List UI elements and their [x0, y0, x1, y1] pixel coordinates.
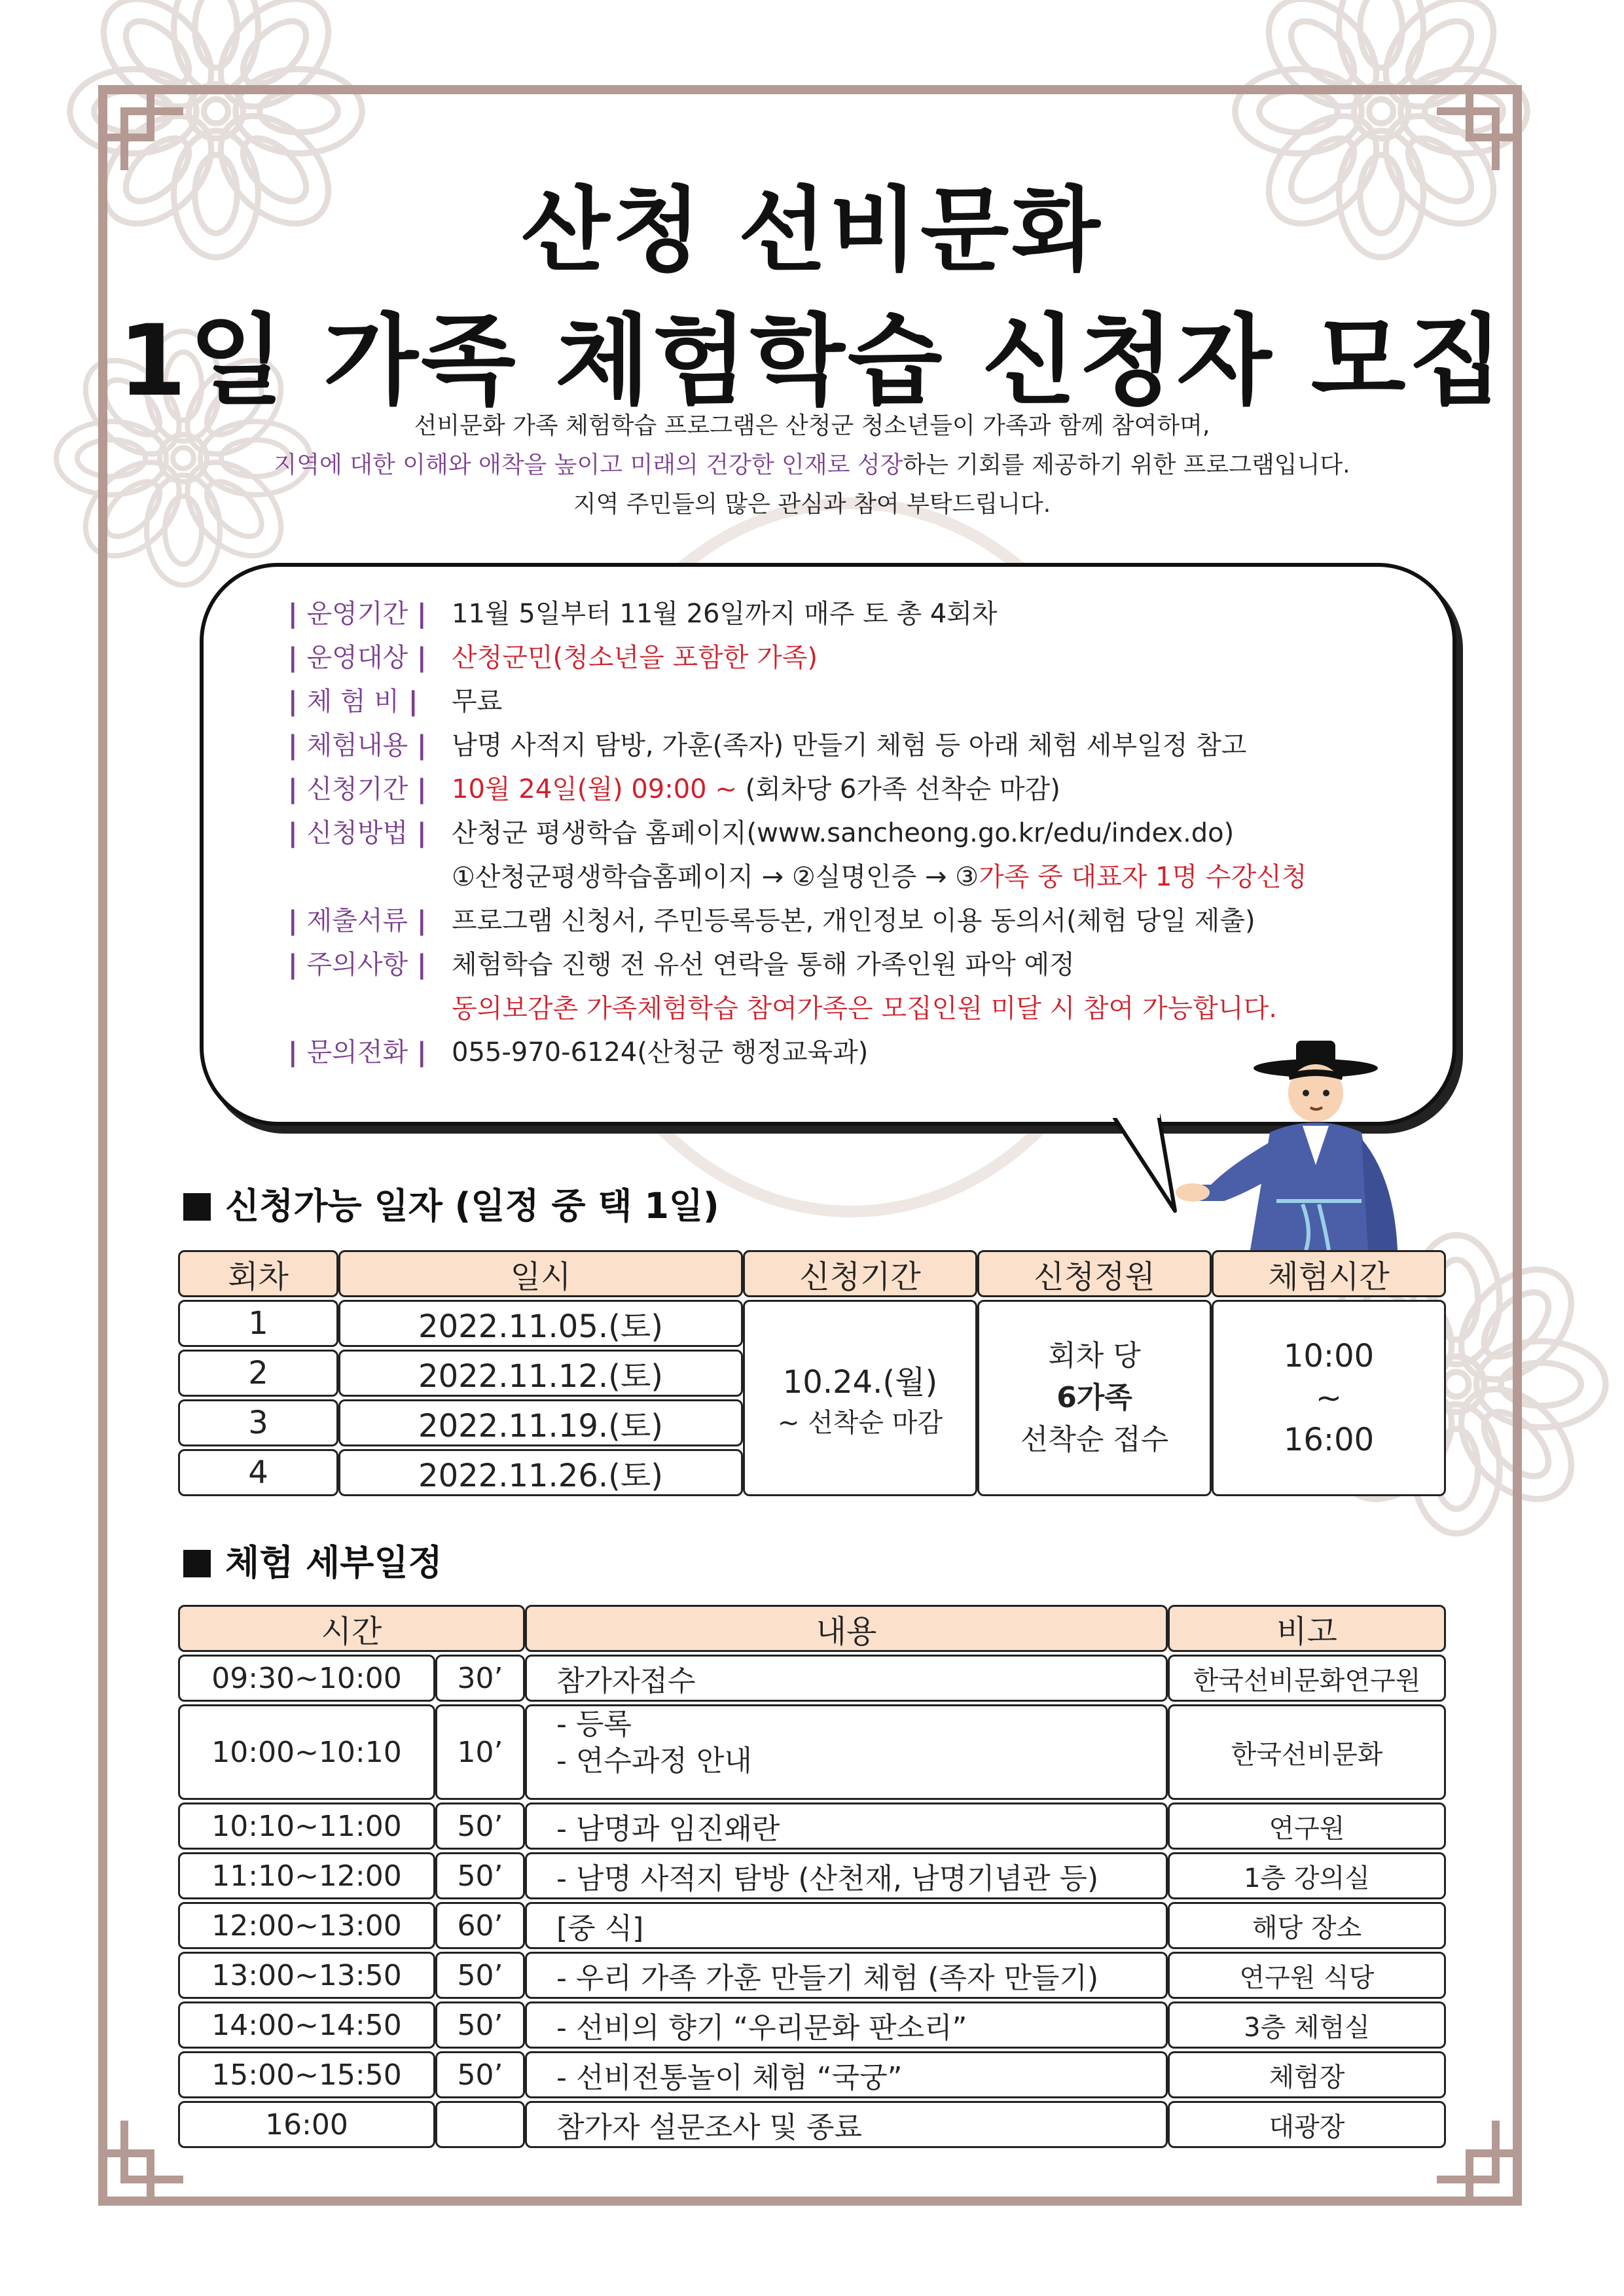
info-label: 신청기간 [306, 774, 408, 804]
info-label: 주의사항 [306, 950, 408, 980]
section-schedule-heading [183, 1535, 442, 1585]
page-title-line2: 1일 가족 체험학습 신청자 모집 [118, 304, 1506, 418]
table-header: 시간 [178, 1605, 525, 1652]
apply-period-cell [743, 1300, 977, 1496]
info-label: 제출서류 [306, 906, 408, 936]
table-header: 비고 [1168, 1605, 1446, 1652]
info-value: 체험학습 진행 전 유선 연락을 통해 가족인원 파악 예정 [452, 950, 1075, 980]
section-title: 체험 세부일정 [225, 1542, 442, 1583]
schedule-note: 한국선비문화연구원 [1168, 1655, 1446, 1702]
schedule-duration [435, 2101, 525, 2148]
schedule-duration: 50’ [435, 2001, 525, 2049]
schedule-content: - 남명과 임진왜란 [525, 1803, 1168, 1850]
table-header: 회차 [178, 1250, 338, 1297]
time-sep: ~ [1315, 1380, 1343, 1416]
schedule-content: 참가자 설문조사 및 종료 [525, 2101, 1168, 2148]
schedule-content [525, 1704, 1168, 1800]
session-date: 2022.11.19.(토) [338, 1399, 743, 1446]
bullet-square-icon [183, 1193, 211, 1221]
info-value-highlight: 동의보감촌 가족체험학습 참여가족은 모집인원 미달 시 참여 가능합니다. [452, 994, 1277, 1024]
schedule-content: [중 식] [525, 1902, 1168, 1949]
schedule-content: 참가자접수 [525, 1655, 1168, 1702]
session-date: 2022.11.12.(토) [338, 1350, 743, 1397]
quota-count: 6가족 [1056, 1381, 1132, 1414]
apply-period-note: ~ 선착순 마감 [777, 1408, 943, 1438]
schedule-content-line: - 연수과정 안내 [556, 1744, 752, 1778]
info-value: ①산청군평생학습홈페이지 → ②실명인증 → ③ [452, 862, 979, 892]
intro-line2 [0, 445, 1624, 486]
info-label: 운영기간 [306, 599, 408, 629]
schedule-duration: 10’ [435, 1704, 525, 1800]
table-header: 일시 [338, 1250, 743, 1297]
quota-line: 선착순 접수 [1020, 1423, 1169, 1456]
session-number: 2 [178, 1350, 338, 1397]
schedule-time: 10:10~11:00 [178, 1803, 435, 1850]
schedule-content: - 남명 사적지 탐방 (산천재, 남명기념관 등) [525, 1852, 1168, 1899]
experience-time-cell [1212, 1300, 1446, 1496]
session-number: 4 [178, 1449, 338, 1496]
schedule-note: 연구원 식당 [1168, 1952, 1446, 1999]
info-value: (회차당 6가족 선착순 마감) [736, 774, 1060, 804]
table-header: 체험시간 [1212, 1250, 1446, 1297]
schedule-duration: 60’ [435, 1902, 525, 1949]
table-header: 내용 [525, 1605, 1168, 1652]
schedule-note: 연구원 [1168, 1803, 1446, 1850]
schedule-time: 11:10~12:00 [178, 1852, 435, 1899]
session-number: 3 [178, 1399, 338, 1446]
schedule-note: 1층 강의실 [1168, 1852, 1446, 1899]
schedule-time: 10:00~10:10 [178, 1704, 435, 1800]
schedule-note: 대광장 [1168, 2101, 1446, 2148]
info-value-highlight: 10월 24일(월) 09:00 ~ [452, 774, 737, 804]
info-label: 운영대상 [306, 643, 408, 673]
schedule-note: 3층 체험실 [1168, 2001, 1446, 2049]
schedule-time: 16:00 [178, 2101, 435, 2148]
info-value: 남명 사적지 탐방, 가훈(족자) 만들기 체험 등 아래 체험 세부일정 참고 [452, 730, 1247, 761]
intro-line1: 선비문화 가족 체험학습 프로그램은 산청군 청소년들이 가족과 함께 참여하며, [414, 412, 1210, 439]
intro-highlight: 지역에 대한 이해와 애착을 높이고 미래의 건강한 인재로 성장 [274, 452, 903, 478]
intro-line2-rest: 하는 기회를 제공하기 위한 프로그램입니다. [903, 452, 1350, 478]
apply-period-date: 10.24.(월) [782, 1364, 938, 1401]
schedule-note: 해당 장소 [1168, 1902, 1446, 1949]
table-header: 신청기간 [743, 1250, 977, 1297]
schedule-content-line: - 등록 [556, 1708, 632, 1741]
time-end: 16:00 [1283, 1422, 1375, 1458]
schedule-content: - 선비전통놀이 체험 “국궁” [525, 2051, 1168, 2098]
session-date: 2022.11.26.(토) [338, 1449, 743, 1496]
schedule-content: - 선비의 향기 “우리문화 판소리” [525, 2001, 1168, 2049]
info-label: 문의전화 [306, 1037, 408, 1067]
schedule-time: 12:00~13:00 [178, 1902, 435, 1949]
schedule-duration: 30’ [435, 1655, 525, 1702]
schedule-duration: 50’ [435, 1952, 525, 1999]
info-value-highlight: 가족 중 대표자 1명 수강신청 [979, 862, 1307, 892]
table-header: 신청정원 [977, 1250, 1212, 1297]
info-label: 신청방법 [306, 818, 408, 848]
schedule-time: 15:00~15:50 [178, 2051, 435, 2098]
info-value: 055-970-6124(산청군 행정교육과) [452, 1037, 869, 1067]
page-title-line1: 산청 선비문화 [521, 177, 1103, 284]
section-apply-dates-heading [183, 1178, 719, 1229]
info-label: 체 험 비 [306, 687, 399, 717]
info-value: 프로그램 신청서, 주민등록등본, 개인정보 이용 동의서(체험 당일 제출) [452, 906, 1255, 936]
session-number: 1 [178, 1300, 338, 1347]
schedule-duration: 50’ [435, 1803, 525, 1850]
schedule-duration: 50’ [435, 2051, 525, 2098]
info-value: 산청군 평생학습 홈페이지(www.sancheong.go.kr/edu/index.do) [452, 818, 1235, 848]
schedule-content: - 우리 가족 가훈 만들기 체험 (족자 만들기) [525, 1952, 1168, 1999]
quota-line: 회차 당 [1048, 1339, 1141, 1372]
time-start: 10:00 [1283, 1338, 1375, 1374]
info-value: 산청군민(청소년을 포함한 가족) [452, 643, 818, 673]
schedule-note: 체험장 [1168, 2051, 1446, 2098]
schedule-note: 한국선비문화 [1168, 1704, 1446, 1800]
info-value: 무료 [452, 687, 503, 717]
intro-line3: 지역 주민들의 많은 관심과 참여 부탁드립니다. [573, 491, 1051, 518]
section-title: 신청가능 일자 (일정 중 택 1일) [225, 1185, 719, 1227]
schedule-time: 14:00~14:50 [178, 2001, 435, 2049]
info-value: 11월 5일부터 11월 26일까지 매주 토 총 4회차 [452, 599, 998, 629]
info-label: 체험내용 [306, 730, 408, 761]
quota-cell [977, 1300, 1212, 1496]
schedule-time: 09:30~10:00 [178, 1655, 435, 1702]
schedule-time: 13:00~13:50 [178, 1952, 435, 1999]
bullet-square-icon [183, 1550, 211, 1577]
session-date: 2022.11.05.(토) [338, 1300, 743, 1347]
schedule-duration: 50’ [435, 1852, 525, 1899]
